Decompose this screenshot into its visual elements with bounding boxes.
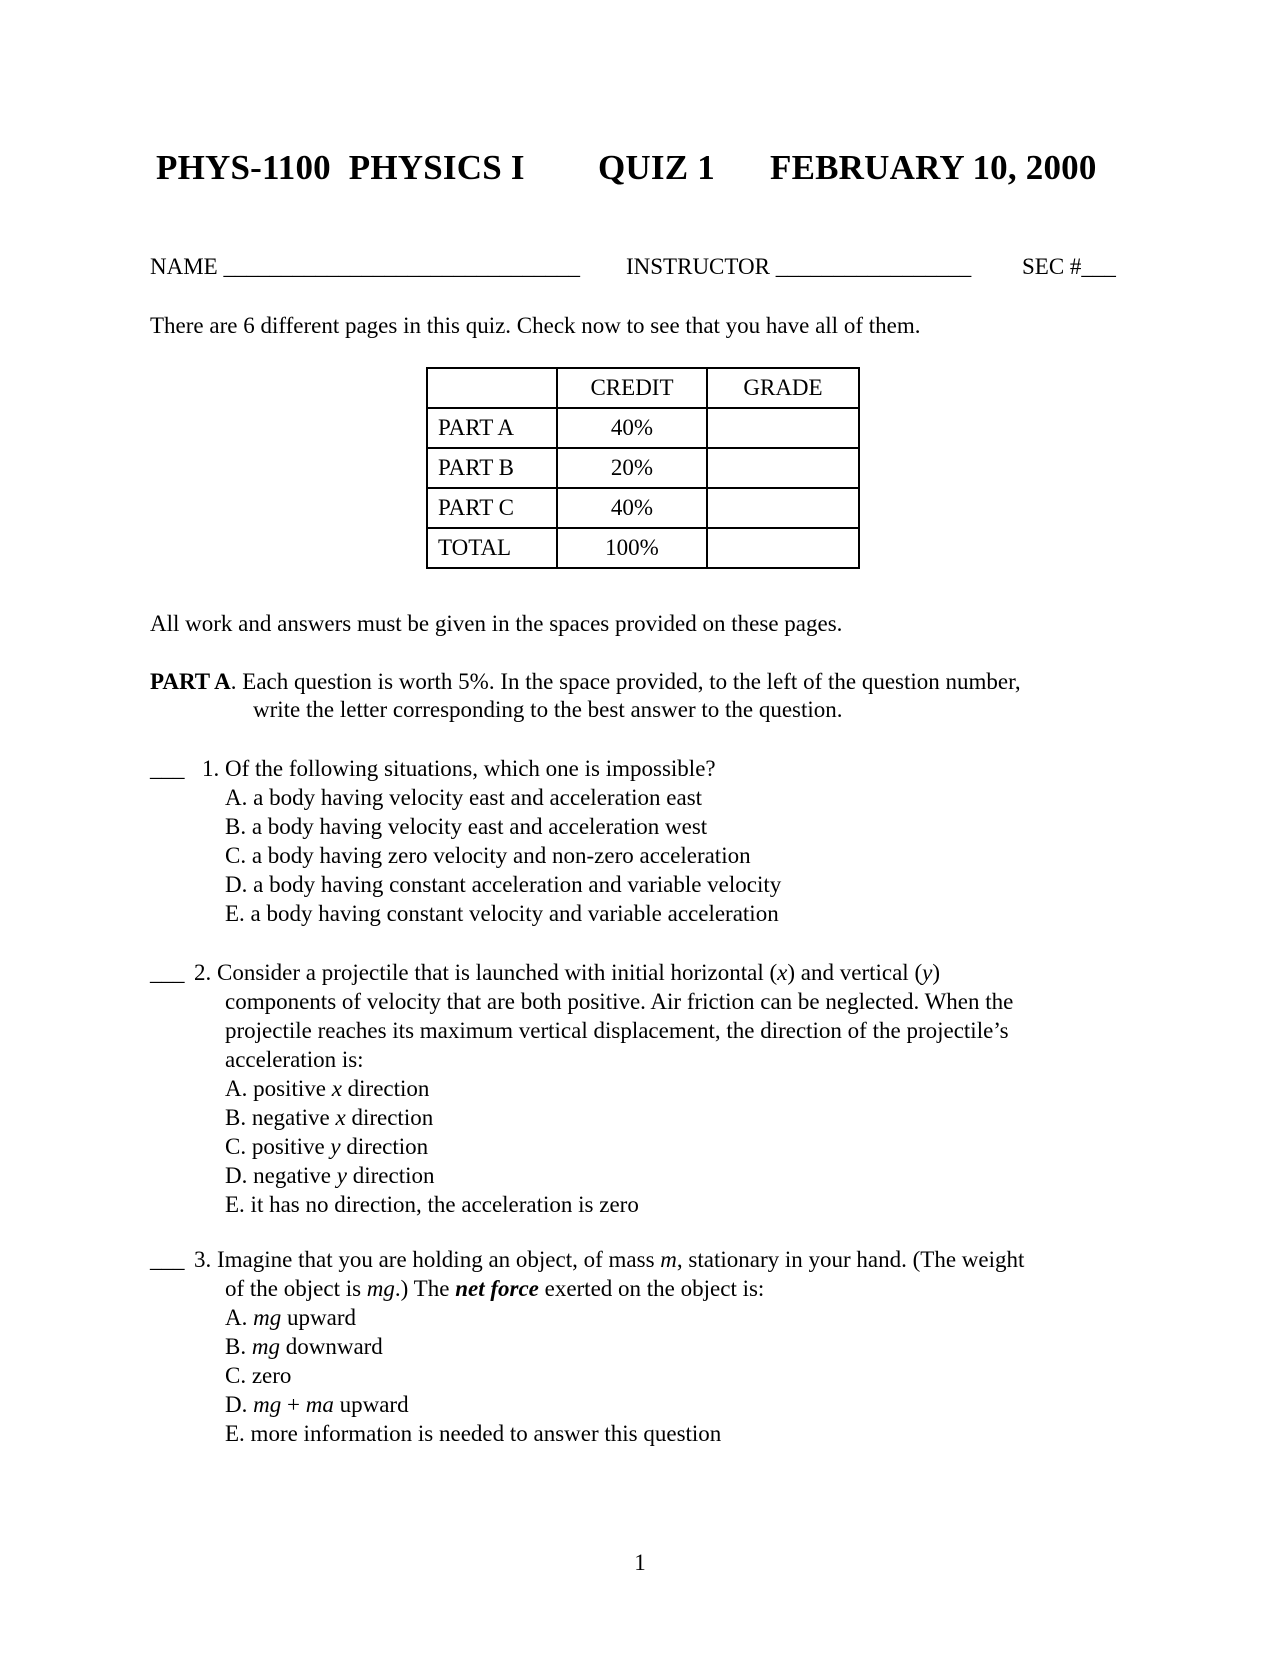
question-2-stem-line2: components of velocity that are both positive. Air friction can be neglected. When the <box>225 989 1014 1014</box>
page-number: 1 <box>634 1550 646 1575</box>
question-2-stem-line4: acceleration is: <box>225 1047 364 1072</box>
question-2-stem-line1 <box>150 958 940 987</box>
grade-cell[interactable] <box>707 528 859 568</box>
question-1-option-e: E. a body having constant velocity and variable acceleration <box>225 901 779 926</box>
credit-cell: 100% <box>557 528 707 568</box>
answer-blank[interactable]: ___ <box>150 756 185 781</box>
question-3-option-b: B. mg downward <box>225 1334 383 1359</box>
part-a-instructions <box>150 667 1021 696</box>
intro-text: There are 6 different pages in this quiz. Check now to see that you have all of them. <box>150 313 921 338</box>
question-3-text-line1: 3. Imagine that you are holding an object, of mass m, stationary in your hand. (The weight <box>194 1247 1025 1272</box>
header-cell-grade: GRADE <box>707 368 859 408</box>
credit-cell: 40% <box>557 488 707 528</box>
part-a-text-line1: . Each question is worth 5%. In the space provided, to the left of the question number, <box>230 669 1021 694</box>
credit-cell: 20% <box>557 448 707 488</box>
question-1-option-d: D. a body having constant acceleration and variable velocity <box>225 872 782 897</box>
question-2-stem-line3: projectile reaches its maximum vertical displacement, the direction of the projectile’s <box>225 1018 1009 1043</box>
table-row <box>427 448 859 488</box>
name-field[interactable]: NAME _______________________________ <box>150 254 580 279</box>
question-1-stem <box>150 754 716 783</box>
quiz-label: QUIZ 1 <box>598 148 715 187</box>
table-row <box>427 488 859 528</box>
question-3-option-e: E. more information is needed to answer this question <box>225 1421 722 1446</box>
quiz-date: FEBRUARY 10, 2000 <box>770 148 1097 187</box>
question-2-option-a: A. positive x direction <box>225 1076 430 1101</box>
question-3-option-c: C. zero <box>225 1363 292 1388</box>
instructor-field[interactable]: INSTRUCTOR _________________ <box>626 254 972 279</box>
student-info-row <box>150 252 1116 281</box>
grade-cell[interactable] <box>707 488 859 528</box>
part-a-text-line2: write the letter corresponding to the best answer to the question. <box>253 697 843 722</box>
part-cell: PART C <box>427 488 557 528</box>
section-field[interactable]: SEC #___ <box>1022 254 1116 279</box>
question-2-option-b: B. negative x direction <box>225 1105 434 1130</box>
question-1-option-a: A. a body having velocity east and acceleration east <box>225 785 703 810</box>
part-cell: TOTAL <box>427 528 557 568</box>
question-3-stem-line1 <box>150 1245 1024 1274</box>
answer-blank[interactable]: ___ <box>150 1247 185 1272</box>
part-a-label: PART A <box>150 669 231 694</box>
grade-cell[interactable] <box>707 448 859 488</box>
question-2-option-d: D. negative y direction <box>225 1163 435 1188</box>
course-title: PHYS-1100 PHYSICS I <box>156 148 525 187</box>
question-2-option-e: E. it has no direction, the acceleration is zero <box>225 1192 639 1217</box>
all-work-instruction: All work and answers must be given in the spaces provided on these pages. <box>150 611 843 636</box>
question-1-option-c: C. a body having zero velocity and non-zero acceleration <box>225 843 751 868</box>
table-row <box>427 528 859 568</box>
question-1-text: 1. Of the following situations, which one is impossible? <box>202 756 716 781</box>
answer-blank[interactable]: ___ <box>150 960 185 985</box>
credit-cell: 40% <box>557 408 707 448</box>
part-cell: PART A <box>427 408 557 448</box>
grade-table-header <box>427 368 859 408</box>
header-cell-blank <box>427 368 557 408</box>
quiz-title <box>156 148 1097 188</box>
question-1-option-b: B. a body having velocity east and acceleration west <box>225 814 708 839</box>
table-row <box>427 408 859 448</box>
question-3-stem-line2: of the object is mg.) The net force exerted on the object is: <box>225 1276 765 1301</box>
question-2-option-c: C. positive y direction <box>225 1134 429 1159</box>
grade-table <box>426 367 860 569</box>
question-3-option-d: D. mg + ma upward <box>225 1392 409 1417</box>
header-cell-credit: CREDIT <box>557 368 707 408</box>
question-2-text-line1: 2. Consider a projectile that is launched with initial horizontal (x) and vertical (y) <box>194 960 940 985</box>
part-cell: PART B <box>427 448 557 488</box>
grade-cell[interactable] <box>707 408 859 448</box>
question-3-option-a: A. mg upward <box>225 1305 356 1330</box>
